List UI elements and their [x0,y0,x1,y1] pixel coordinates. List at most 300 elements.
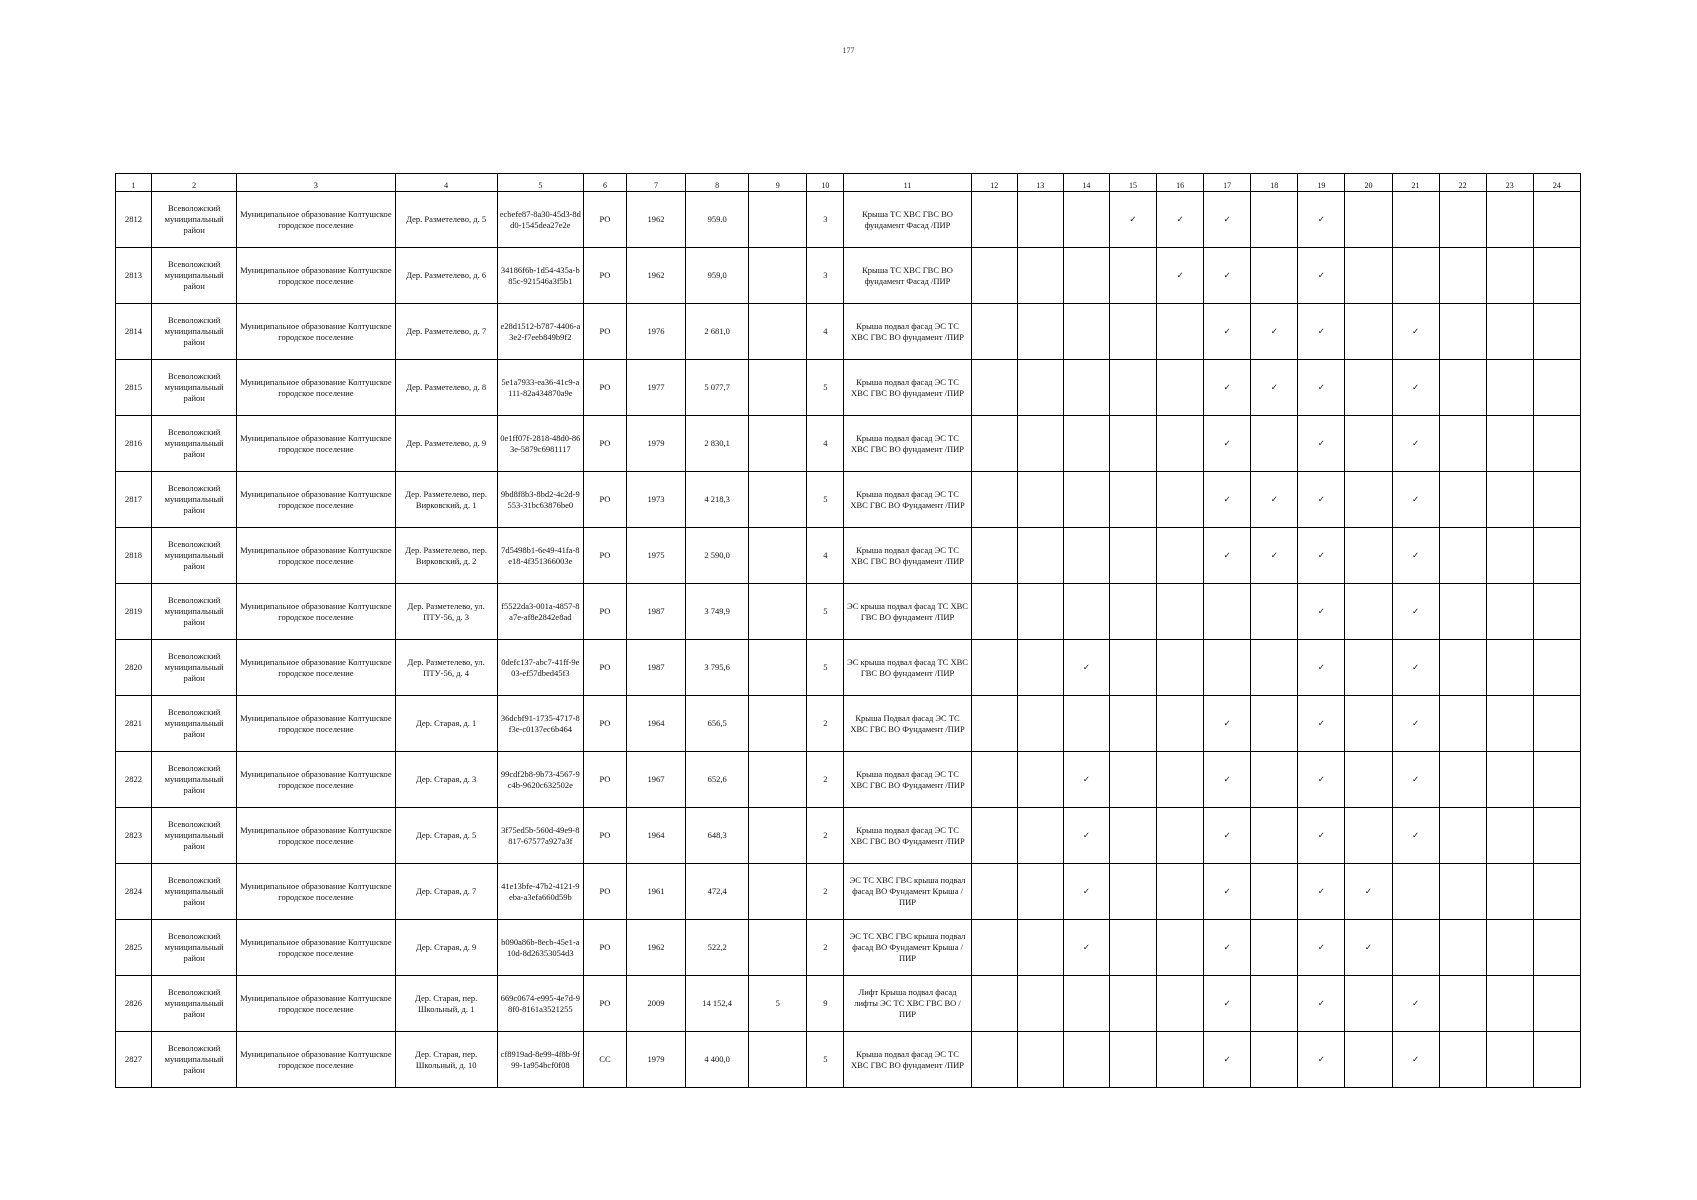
house-code-cell: 7d5498b1-6e49-41fa-8e18-4f351366003e [497,528,583,584]
ownership-type-cell: РО [583,192,626,248]
empty-cell-col-22 [1439,472,1486,528]
empty-cell-col-16 [1157,528,1204,584]
district-cell: Всеволожский муниципальный район [152,864,237,920]
empty-cell-col-13 [1017,696,1063,752]
empty-cell-col-22 [1439,192,1486,248]
empty-cell-col-12 [971,248,1017,304]
empty-cell-col-18 [1251,808,1298,864]
area-cell: 959,0 [686,248,749,304]
empty-cell-col-24 [1533,752,1580,808]
empty-cell-col-17 [1204,640,1251,696]
empty-cell-col-20 [1345,752,1392,808]
row-number-cell: 2819 [116,584,152,640]
floors-cell: 9 [807,976,844,1032]
empty-cell-col-22 [1439,976,1486,1032]
area-cell: 3 749,9 [686,584,749,640]
empty-cell-col-18 [1251,752,1298,808]
empty-cell-col-20 [1345,640,1392,696]
empty-cell-col-12 [971,752,1017,808]
empty-cell-col-23 [1486,360,1533,416]
empty-cell-col-18 [1251,864,1298,920]
empty-cell-col-23 [1486,752,1533,808]
check-mark-icon: ✓ [1204,752,1251,808]
works-cell: Крыша подвал фасад ЭС ТС ХВС ГВС ВО Фундамент /ПИР [844,808,971,864]
check-mark-icon: ✓ [1298,304,1345,360]
table-row [116,584,1581,640]
column-header-4: 4 [395,174,497,192]
check-mark-icon: ✓ [1298,528,1345,584]
empty-cell-col-12 [971,472,1017,528]
year-built-cell: 1987 [627,640,686,696]
works-cell: ЭС ТС ХВС ГВС крыша подвал фасад ВО Фундамент Крыша /ПИР [844,864,971,920]
check-mark-icon: ✓ [1109,192,1156,248]
table-row [116,752,1581,808]
column-9-cell [749,192,807,248]
register-table [115,173,1581,1088]
empty-cell-col-22 [1439,920,1486,976]
address-cell: Дер. Старая, пер. Школьный, д. 10 [395,1032,497,1088]
ownership-type-cell: РО [583,864,626,920]
house-code-cell: 669c0674-e995-4e7d-98f0-8161a3521255 [497,976,583,1032]
table-row [116,976,1581,1032]
check-mark-icon: ✓ [1392,976,1439,1032]
district-cell: Всеволожский муниципальный район [152,360,237,416]
municipality-cell: Муниципальное образование Колтушское городское поселение [237,640,395,696]
check-mark-icon: ✓ [1392,528,1439,584]
empty-cell-col-20 [1345,192,1392,248]
municipality-cell: Муниципальное образование Колтушское городское поселение [237,248,395,304]
address-cell: Дер. Разметелево, д. 8 [395,360,497,416]
check-mark-icon: ✓ [1392,360,1439,416]
floors-cell: 5 [807,472,844,528]
empty-cell-col-20 [1345,1032,1392,1088]
table-row [116,696,1581,752]
works-cell: Крыша ТС ХВС ГВС ВО фундамент Фасад /ПИР [844,192,971,248]
house-code-cell: cf8919ad-8e99-4f8b-9f99-1a954bcf0f08 [497,1032,583,1088]
check-mark-icon: ✓ [1298,640,1345,696]
municipality-cell: Муниципальное образование Колтушское городское поселение [237,808,395,864]
works-cell: ЭС крыша подвал фасад ТС ХВС ГВС ВО фундамент /ПИР [844,640,971,696]
column-9-cell [749,528,807,584]
check-mark-icon: ✓ [1392,1032,1439,1088]
works-cell: Крыша подвал фасад ЭС ТС ХВС ГВС ВО фундамент /ПИР [844,304,971,360]
house-code-cell: b090a86b-8ecb-45e1-a10d-8d26353054d3 [497,920,583,976]
district-cell: Всеволожский муниципальный район [152,1032,237,1088]
check-mark-icon: ✓ [1298,752,1345,808]
district-cell: Всеволожский муниципальный район [152,752,237,808]
table-row [116,808,1581,864]
empty-cell-col-23 [1486,528,1533,584]
empty-cell-col-13 [1017,864,1063,920]
empty-cell-col-24 [1533,416,1580,472]
empty-cell-col-24 [1533,808,1580,864]
year-built-cell: 1973 [627,472,686,528]
empty-cell-col-24 [1533,1032,1580,1088]
district-cell: Всеволожский муниципальный район [152,304,237,360]
column-header-20: 20 [1345,174,1392,192]
check-mark-icon: ✓ [1392,584,1439,640]
column-header-9: 9 [749,174,807,192]
empty-cell-col-12 [971,192,1017,248]
check-mark-icon: ✓ [1298,920,1345,976]
check-mark-icon: ✓ [1251,360,1298,416]
empty-cell-col-20 [1345,528,1392,584]
house-code-cell: 34186f6b-1d54-435a-b85c-921546a3f5b1 [497,248,583,304]
table-row [116,192,1581,248]
check-mark-icon: ✓ [1392,472,1439,528]
area-cell: 472,4 [686,864,749,920]
check-mark-icon: ✓ [1298,808,1345,864]
empty-cell-col-13 [1017,360,1063,416]
municipality-cell: Муниципальное образование Колтушское городское поселение [237,696,395,752]
empty-cell-col-12 [971,920,1017,976]
district-cell: Всеволожский муниципальный район [152,192,237,248]
floors-cell: 2 [807,696,844,752]
empty-cell-col-23 [1486,920,1533,976]
row-number-cell: 2817 [116,472,152,528]
district-cell: Всеволожский муниципальный район [152,416,237,472]
check-mark-icon: ✓ [1298,696,1345,752]
empty-cell-col-18 [1251,976,1298,1032]
floors-cell: 3 [807,192,844,248]
empty-cell-col-24 [1533,696,1580,752]
floors-cell: 3 [807,248,844,304]
address-cell: Дер. Разметелево, д. 7 [395,304,497,360]
empty-cell-col-14 [1063,248,1109,304]
empty-cell-col-21 [1392,864,1439,920]
empty-cell-col-22 [1439,528,1486,584]
check-mark-icon: ✓ [1392,752,1439,808]
address-cell: Дер. Старая, д. 1 [395,696,497,752]
check-mark-icon: ✓ [1298,472,1345,528]
empty-cell-col-14 [1063,472,1109,528]
check-mark-icon: ✓ [1298,584,1345,640]
empty-cell-col-12 [971,696,1017,752]
ownership-type-cell: РО [583,808,626,864]
area-cell: 14 152,4 [686,976,749,1032]
header-row [116,174,1581,192]
floors-cell: 5 [807,640,844,696]
empty-cell-col-22 [1439,752,1486,808]
house-code-cell: f5522da3-001a-4857-8a7e-af8e2842e8ad [497,584,583,640]
row-number-cell: 2826 [116,976,152,1032]
check-mark-icon: ✓ [1392,416,1439,472]
empty-cell-col-12 [971,416,1017,472]
municipality-cell: Муниципальное образование Колтушское городское поселение [237,920,395,976]
table-row [116,248,1581,304]
area-cell: 652,6 [686,752,749,808]
column-header-15: 15 [1109,174,1156,192]
ownership-type-cell: РО [583,640,626,696]
check-mark-icon: ✓ [1063,808,1109,864]
empty-cell-col-23 [1486,304,1533,360]
empty-cell-col-16 [1157,920,1204,976]
ownership-type-cell: РО [583,976,626,1032]
municipality-cell: Муниципальное образование Колтушское городское поселение [237,304,395,360]
column-header-17: 17 [1204,174,1251,192]
year-built-cell: 1962 [627,920,686,976]
row-number-cell: 2820 [116,640,152,696]
check-mark-icon: ✓ [1298,192,1345,248]
municipality-cell: Муниципальное образование Колтушское городское поселение [237,528,395,584]
check-mark-icon: ✓ [1157,192,1204,248]
empty-cell-col-16 [1157,752,1204,808]
empty-cell-col-20 [1345,304,1392,360]
check-mark-icon: ✓ [1392,696,1439,752]
column-header-1: 1 [116,174,152,192]
works-cell: Крыша подвал фасад ЭС ТС ХВС ГВС ВО фундамент /ПИР [844,528,971,584]
empty-cell-col-18 [1251,248,1298,304]
floors-cell: 5 [807,1032,844,1088]
column-9-cell [749,640,807,696]
column-9-cell [749,416,807,472]
ownership-type-cell: РО [583,416,626,472]
ownership-type-cell: РО [583,696,626,752]
ownership-type-cell: РО [583,304,626,360]
row-number-cell: 2813 [116,248,152,304]
empty-cell-col-21 [1392,920,1439,976]
empty-cell-col-23 [1486,808,1533,864]
check-mark-icon: ✓ [1251,304,1298,360]
column-header-21: 21 [1392,174,1439,192]
empty-cell-col-15 [1109,528,1156,584]
empty-cell-col-12 [971,528,1017,584]
column-header-19: 19 [1298,174,1345,192]
check-mark-icon: ✓ [1204,864,1251,920]
municipality-cell: Муниципальное образование Колтушское городское поселение [237,864,395,920]
municipality-cell: Муниципальное образование Колтушское городское поселение [237,976,395,1032]
check-mark-icon: ✓ [1298,864,1345,920]
empty-cell-col-24 [1533,360,1580,416]
empty-cell-col-22 [1439,304,1486,360]
column-header-7: 7 [627,174,686,192]
area-cell: 648,3 [686,808,749,864]
empty-cell-col-12 [971,640,1017,696]
row-number-cell: 2823 [116,808,152,864]
year-built-cell: 2009 [627,976,686,1032]
table-row [116,360,1581,416]
check-mark-icon: ✓ [1392,808,1439,864]
empty-cell-col-12 [971,360,1017,416]
address-cell: Дер. Старая, д. 5 [395,808,497,864]
column-9-cell [749,752,807,808]
row-number-cell: 2824 [116,864,152,920]
row-number-cell: 2822 [116,752,152,808]
area-cell: 2 590,0 [686,528,749,584]
empty-cell-col-23 [1486,976,1533,1032]
row-number-cell: 2812 [116,192,152,248]
works-cell: Лифт Крыша подвал фасад лифты ЭС ТС ХВС ГВС ВО /ПИР [844,976,971,1032]
empty-cell-col-20 [1345,976,1392,1032]
check-mark-icon: ✓ [1157,248,1204,304]
works-cell: Крыша подвал фасад ЭС ТС ХВС ГВС ВО фундамент /ПИР [844,416,971,472]
area-cell: 959.0 [686,192,749,248]
column-header-6: 6 [583,174,626,192]
empty-cell-col-13 [1017,752,1063,808]
empty-cell-col-16 [1157,360,1204,416]
year-built-cell: 1987 [627,584,686,640]
empty-cell-col-23 [1486,248,1533,304]
year-built-cell: 1961 [627,864,686,920]
area-cell: 5 077,7 [686,360,749,416]
check-mark-icon: ✓ [1298,976,1345,1032]
empty-cell-col-15 [1109,920,1156,976]
empty-cell-col-16 [1157,584,1204,640]
empty-cell-col-12 [971,808,1017,864]
empty-cell-col-13 [1017,808,1063,864]
floors-cell: 2 [807,808,844,864]
floors-cell: 2 [807,864,844,920]
empty-cell-col-16 [1157,976,1204,1032]
column-9-cell [749,920,807,976]
year-built-cell: 1964 [627,696,686,752]
column-header-2: 2 [152,174,237,192]
check-mark-icon: ✓ [1063,752,1109,808]
check-mark-icon: ✓ [1204,192,1251,248]
empty-cell-col-23 [1486,864,1533,920]
empty-cell-col-24 [1533,304,1580,360]
column-header-16: 16 [1157,174,1204,192]
empty-cell-col-13 [1017,416,1063,472]
check-mark-icon: ✓ [1251,472,1298,528]
empty-cell-col-14 [1063,192,1109,248]
floors-cell: 5 [807,584,844,640]
ownership-type-cell: СС [583,1032,626,1088]
empty-cell-col-15 [1109,304,1156,360]
empty-cell-col-14 [1063,360,1109,416]
check-mark-icon: ✓ [1063,864,1109,920]
address-cell: Дер. Разметелево, д. 6 [395,248,497,304]
check-mark-icon: ✓ [1392,640,1439,696]
district-cell: Всеволожский муниципальный район [152,640,237,696]
address-cell: Дер. Разметелево, пер. Вирковский, д. 2 [395,528,497,584]
empty-cell-col-15 [1109,752,1156,808]
empty-cell-col-24 [1533,920,1580,976]
check-mark-icon: ✓ [1063,640,1109,696]
column-9-cell [749,304,807,360]
area-cell: 4 400,0 [686,1032,749,1088]
house-code-cell: 41e13bfe-47b2-4121-9eba-a3efa660d59b [497,864,583,920]
year-built-cell: 1964 [627,808,686,864]
check-mark-icon: ✓ [1204,472,1251,528]
empty-cell-col-12 [971,1032,1017,1088]
empty-cell-col-13 [1017,1032,1063,1088]
column-9-cell [749,864,807,920]
year-built-cell: 1977 [627,360,686,416]
table-row [116,920,1581,976]
area-cell: 2 830,1 [686,416,749,472]
empty-cell-col-23 [1486,192,1533,248]
floors-cell: 2 [807,752,844,808]
area-cell: 3 795,6 [686,640,749,696]
year-built-cell: 1962 [627,248,686,304]
check-mark-icon: ✓ [1204,416,1251,472]
empty-cell-col-23 [1486,640,1533,696]
empty-cell-col-15 [1109,248,1156,304]
works-cell: Крыша ТС ХВС ГВС ВО фундамент Фасад /ПИР [844,248,971,304]
check-mark-icon: ✓ [1204,696,1251,752]
empty-cell-col-15 [1109,472,1156,528]
check-mark-icon: ✓ [1298,416,1345,472]
empty-cell-col-16 [1157,1032,1204,1088]
empty-cell-col-22 [1439,864,1486,920]
table-row [116,528,1581,584]
district-cell: Всеволожский муниципальный район [152,920,237,976]
empty-cell-col-23 [1486,696,1533,752]
empty-cell-col-16 [1157,864,1204,920]
address-cell: Дер. Старая, д. 9 [395,920,497,976]
table-row [116,640,1581,696]
municipality-cell: Муниципальное образование Колтушское городское поселение [237,192,395,248]
check-mark-icon: ✓ [1204,920,1251,976]
ownership-type-cell: РО [583,584,626,640]
empty-cell-col-14 [1063,584,1109,640]
works-cell: Крыша Подвал фасад ЭС ТС ХВС ГВС ВО Фундамент /ПИР [844,696,971,752]
empty-cell-col-16 [1157,416,1204,472]
row-number-cell: 2814 [116,304,152,360]
ownership-type-cell: РО [583,752,626,808]
empty-cell-col-15 [1109,696,1156,752]
house-code-cell: 36dcbf91-1735-4717-8f3e-c0137ec6b464 [497,696,583,752]
house-code-cell: 3f75ed5b-560d-49e9-8817-67577a927a3f [497,808,583,864]
floors-cell: 4 [807,304,844,360]
year-built-cell: 1976 [627,304,686,360]
municipality-cell: Муниципальное образование Колтушское городское поселение [237,360,395,416]
check-mark-icon: ✓ [1251,528,1298,584]
empty-cell-col-17 [1204,584,1251,640]
area-cell: 656,5 [686,696,749,752]
empty-cell-col-22 [1439,584,1486,640]
area-cell: 522,2 [686,920,749,976]
check-mark-icon: ✓ [1204,528,1251,584]
row-number-cell: 2825 [116,920,152,976]
empty-cell-col-15 [1109,640,1156,696]
empty-cell-col-16 [1157,696,1204,752]
empty-cell-col-14 [1063,976,1109,1032]
column-9-cell [749,248,807,304]
empty-cell-col-21 [1392,248,1439,304]
house-code-cell: 5e1a7933-ea36-41c9-a111-82a434870a9e [497,360,583,416]
empty-cell-col-20 [1345,360,1392,416]
address-cell: Дер. Старая, д. 3 [395,752,497,808]
row-number-cell: 2815 [116,360,152,416]
table-row [116,1032,1581,1088]
empty-cell-col-13 [1017,528,1063,584]
works-cell: Крыша подвал фасад ЭС ТС ХВС ГВС ВО Фундамент /ПИР [844,472,971,528]
empty-cell-col-15 [1109,976,1156,1032]
empty-cell-col-23 [1486,1032,1533,1088]
check-mark-icon: ✓ [1298,1032,1345,1088]
column-9-cell [749,584,807,640]
empty-cell-col-22 [1439,416,1486,472]
check-mark-icon: ✓ [1204,248,1251,304]
empty-cell-col-24 [1533,584,1580,640]
row-number-cell: 2827 [116,1032,152,1088]
check-mark-icon: ✓ [1063,920,1109,976]
empty-cell-col-14 [1063,416,1109,472]
empty-cell-col-18 [1251,584,1298,640]
district-cell: Всеволожский муниципальный район [152,976,237,1032]
empty-cell-col-22 [1439,1032,1486,1088]
check-mark-icon: ✓ [1392,304,1439,360]
empty-cell-col-15 [1109,864,1156,920]
house-code-cell: e28d1512-b787-4406-a3e2-f7eeb849b9f2 [497,304,583,360]
empty-cell-col-18 [1251,192,1298,248]
ownership-type-cell: РО [583,248,626,304]
empty-cell-col-24 [1533,976,1580,1032]
ownership-type-cell: РО [583,360,626,416]
district-cell: Всеволожский муниципальный район [152,696,237,752]
